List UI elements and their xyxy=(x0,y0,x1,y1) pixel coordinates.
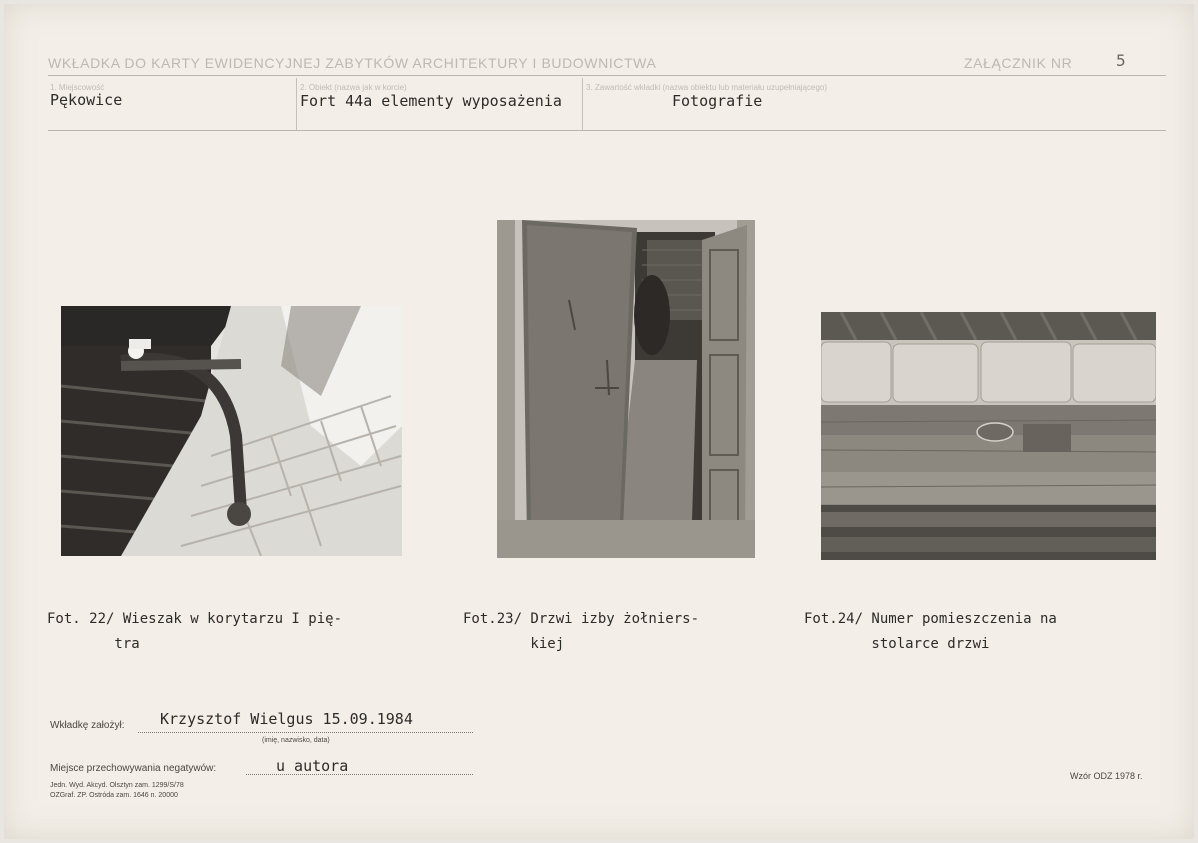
locality-value: Pękowice xyxy=(50,91,123,109)
form-version: Wzór ODZ 1978 r. xyxy=(1070,771,1143,781)
attachment-label: ZAŁĄCZNIK NR xyxy=(964,55,1073,71)
author-hint: (imię, nazwisko, data) xyxy=(262,737,330,744)
field-divider-2 xyxy=(582,78,583,130)
photo-door xyxy=(497,220,755,558)
caption-24-line2: stolarce drzwi xyxy=(804,636,990,652)
caption-photo-22 xyxy=(47,607,342,657)
caption-23-line2: kiej xyxy=(463,636,565,652)
contents-label: 3. Zawartość wkładki (nazwa obiektu lub materiału uzupełniającego) xyxy=(586,83,828,92)
negatives-label: Miejsce przechowywania negatywów: xyxy=(50,763,217,774)
caption-23-line1: Fot.23/ Drzwi izby żołniers- xyxy=(463,611,700,627)
caption-24-line1: Fot.24/ Numer pomieszczenia na xyxy=(804,611,1057,627)
caption-photo-23 xyxy=(463,607,699,657)
object-label: 2. Obiekt (nazwa jak w korcie) xyxy=(300,83,407,92)
author-label: Wkładkę założył: xyxy=(50,720,125,731)
field-divider-1 xyxy=(296,78,297,130)
form-title: WKŁADKA DO KARTY EWIDENCYJNEJ ZABYTKÓW ARCHITEKTURY I BUDOWNICTWA xyxy=(48,55,657,71)
contents-value: Fotografie xyxy=(672,92,763,110)
photo-hanger xyxy=(61,306,402,556)
header-bottom-rule xyxy=(48,130,1166,131)
caption-22-line2: tra xyxy=(47,636,140,652)
caption-photo-24 xyxy=(804,607,1057,657)
locality-label: 1. Miejscowość xyxy=(50,83,105,92)
photo-room-number xyxy=(821,312,1156,560)
negatives-dotted-line xyxy=(246,774,473,775)
caption-22-line1: Fot. 22/ Wieszak w korytarzu I pię- xyxy=(47,611,343,627)
negatives-value: u autora xyxy=(276,757,349,775)
attachment-number: 5 xyxy=(1116,51,1126,70)
author-value: Krzysztof Wielgus 15.09.1984 xyxy=(160,710,413,728)
author-dotted-line xyxy=(138,732,473,733)
header-top-rule xyxy=(48,75,1166,76)
print-info-2: OZGraf. ZP. Ostróda zam. 1646 n. 20000 xyxy=(50,792,178,799)
print-info-1: Jedn. Wyd. Akcyd. Olsztyn zam. 1299/S/78 xyxy=(50,782,184,789)
object-value: Fort 44a elementy wyposażenia xyxy=(300,92,562,110)
